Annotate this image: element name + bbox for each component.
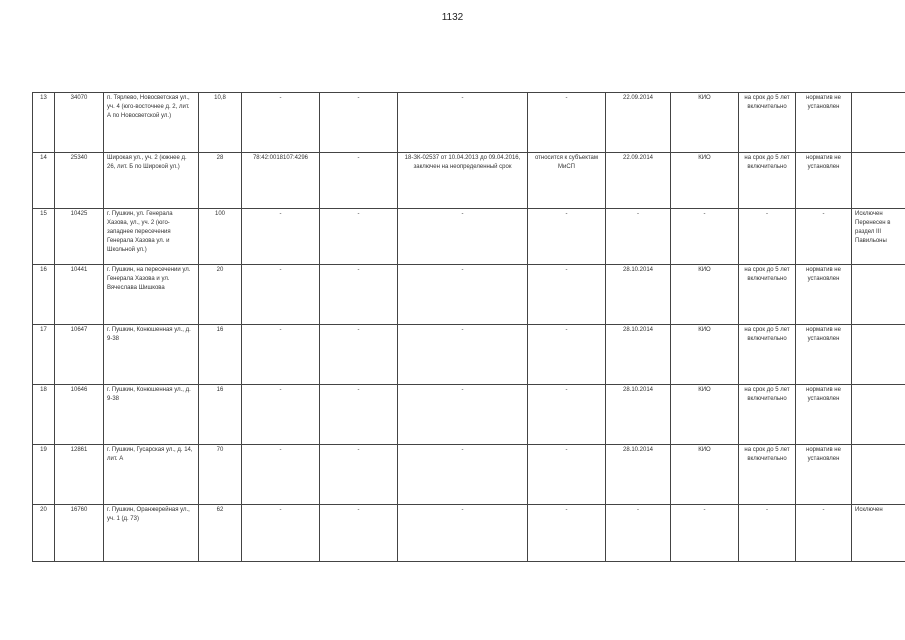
kio-cell: КИО (671, 265, 739, 325)
cadastral-number-cell: - (242, 209, 320, 265)
object-id: 10646 (55, 385, 104, 445)
norm-cell: норматив не установлен (796, 385, 852, 445)
column-8-cell: - (528, 505, 606, 562)
term-cell: - (739, 209, 796, 265)
object-id: 25340 (55, 153, 104, 209)
table-row (33, 445, 905, 505)
area-cell: 20 (199, 265, 242, 325)
page-number: 1132 (441, 12, 464, 23)
kio-cell: - (671, 209, 739, 265)
column-6-cell: - (320, 445, 398, 505)
date-cell: 22.09.2014 (606, 153, 671, 209)
area-cell: 16 (199, 385, 242, 445)
area-cell: 100 (199, 209, 242, 265)
row-number: 19 (33, 445, 55, 505)
area-cell: 70 (199, 445, 242, 505)
object-id: 16760 (55, 505, 104, 562)
kio-cell: - (671, 505, 739, 562)
cadastral-number-cell: - (242, 505, 320, 562)
note-cell (852, 265, 905, 325)
table-row (33, 385, 905, 445)
row-number: 20 (33, 505, 55, 562)
area-cell: 10,8 (199, 93, 242, 153)
note-cell (852, 93, 905, 153)
norm-cell: - (796, 505, 852, 562)
note-cell (852, 385, 905, 445)
cadastral-number-cell: - (242, 325, 320, 385)
object-id: 10425 (55, 209, 104, 265)
area-cell: 16 (199, 325, 242, 385)
note-cell (852, 445, 905, 505)
kio-cell: КИО (671, 385, 739, 445)
norm-cell: норматив не установлен (796, 445, 852, 505)
date-cell: 28.10.2014 (606, 325, 671, 385)
column-6-cell: - (320, 153, 398, 209)
date-cell: - (606, 505, 671, 562)
term-cell: на срок до 5 лет включительно (739, 325, 796, 385)
address-cell: п. Тярлево, Новосветская ул., уч. 4 (юго-восточнее д. 2, лит. А по Новосветской ул.) (104, 93, 199, 153)
object-id: 12861 (55, 445, 104, 505)
column-6-cell: - (320, 505, 398, 562)
column-6-cell: - (320, 209, 398, 265)
column-8-cell: относится к субъектам МиСП (528, 153, 606, 209)
cadastral-number-cell: - (242, 445, 320, 505)
row-number: 13 (33, 93, 55, 153)
document-cell: - (398, 385, 528, 445)
document-cell: - (398, 505, 528, 562)
table-row (33, 93, 905, 153)
note-cell (852, 325, 905, 385)
kio-cell: КИО (671, 325, 739, 385)
note-cell (852, 153, 905, 209)
norm-cell: - (796, 209, 852, 265)
object-id: 10647 (55, 325, 104, 385)
table-row (33, 265, 905, 325)
norm-cell: норматив не установлен (796, 153, 852, 209)
norm-cell: норматив не установлен (796, 93, 852, 153)
column-8-cell: - (528, 265, 606, 325)
column-6-cell: - (320, 325, 398, 385)
kio-cell: КИО (671, 445, 739, 505)
table-row (33, 505, 905, 562)
row-number: 17 (33, 325, 55, 385)
kio-cell: КИО (671, 153, 739, 209)
column-6-cell: - (320, 93, 398, 153)
column-8-cell: - (528, 325, 606, 385)
date-cell: 28.10.2014 (606, 445, 671, 505)
column-8-cell: - (528, 209, 606, 265)
document-cell: - (398, 445, 528, 505)
term-cell: на срок до 5 лет включительно (739, 153, 796, 209)
address-cell: г. Пушкин, Конюшенная ул., д. 9-38 (104, 385, 199, 445)
cadastral-number-cell: - (242, 93, 320, 153)
address-cell: г. Пушкин, на пересечении ул. Генерала Хазова и ул. Вячеслава Шишкова (104, 265, 199, 325)
row-number: 16 (33, 265, 55, 325)
norm-cell: норматив не установлен (796, 325, 852, 385)
column-6-cell: - (320, 265, 398, 325)
object-id: 10441 (55, 265, 104, 325)
document-cell: - (398, 325, 528, 385)
norm-cell: норматив не установлен (796, 265, 852, 325)
table-row (33, 325, 905, 385)
column-8-cell: - (528, 93, 606, 153)
address-cell: Широкая ул., уч. 2 (южнее д. 26, лит. Б по Широкой ул.) (104, 153, 199, 209)
column-8-cell: - (528, 385, 606, 445)
date-cell: 28.10.2014 (606, 385, 671, 445)
document-cell: - (398, 209, 528, 265)
term-cell: на срок до 5 лет включительно (739, 93, 796, 153)
column-6-cell: - (320, 385, 398, 445)
row-number: 18 (33, 385, 55, 445)
cadastral-number-cell: - (242, 385, 320, 445)
row-number: 15 (33, 209, 55, 265)
address-cell: г. Пушкин, Конюшенная ул., д. 9-38 (104, 325, 199, 385)
document-table (32, 92, 905, 562)
date-cell: - (606, 209, 671, 265)
document-cell: 18-ЗК-02537 от 10.04.2013 до 09.04.2016, заключен на неопределенный срок (398, 153, 528, 209)
note-cell: Исключен Перенесен в раздел III Павильоны (852, 209, 905, 265)
term-cell: на срок до 5 лет включительно (739, 265, 796, 325)
date-cell: 28.10.2014 (606, 265, 671, 325)
area-cell: 28 (199, 153, 242, 209)
object-id: 34070 (55, 93, 104, 153)
area-cell: 62 (199, 505, 242, 562)
address-cell: г. Пушкин, Оранжерейная ул., уч. 1 (д. 73) (104, 505, 199, 562)
note-cell: Исключен (852, 505, 905, 562)
table-row (33, 153, 905, 209)
document-cell: - (398, 93, 528, 153)
kio-cell: КИО (671, 93, 739, 153)
row-number: 14 (33, 153, 55, 209)
term-cell: на срок до 5 лет включительно (739, 385, 796, 445)
column-8-cell: - (528, 445, 606, 505)
term-cell: на срок до 5 лет включительно (739, 445, 796, 505)
document-cell: - (398, 265, 528, 325)
address-cell: г. Пушкин, Гусарская ул., д. 14, лит. А (104, 445, 199, 505)
cadastral-number-cell: 78:42:0018107:4296 (242, 153, 320, 209)
term-cell: - (739, 505, 796, 562)
table-row (33, 209, 905, 265)
address-cell: г. Пушкин, ул. Генерала Хазова, ул., уч. 2 (юго-западнее пересечения Генерала Хазова ул. и Школьной ул.) (104, 209, 199, 265)
date-cell: 22.09.2014 (606, 93, 671, 153)
cadastral-number-cell: - (242, 265, 320, 325)
